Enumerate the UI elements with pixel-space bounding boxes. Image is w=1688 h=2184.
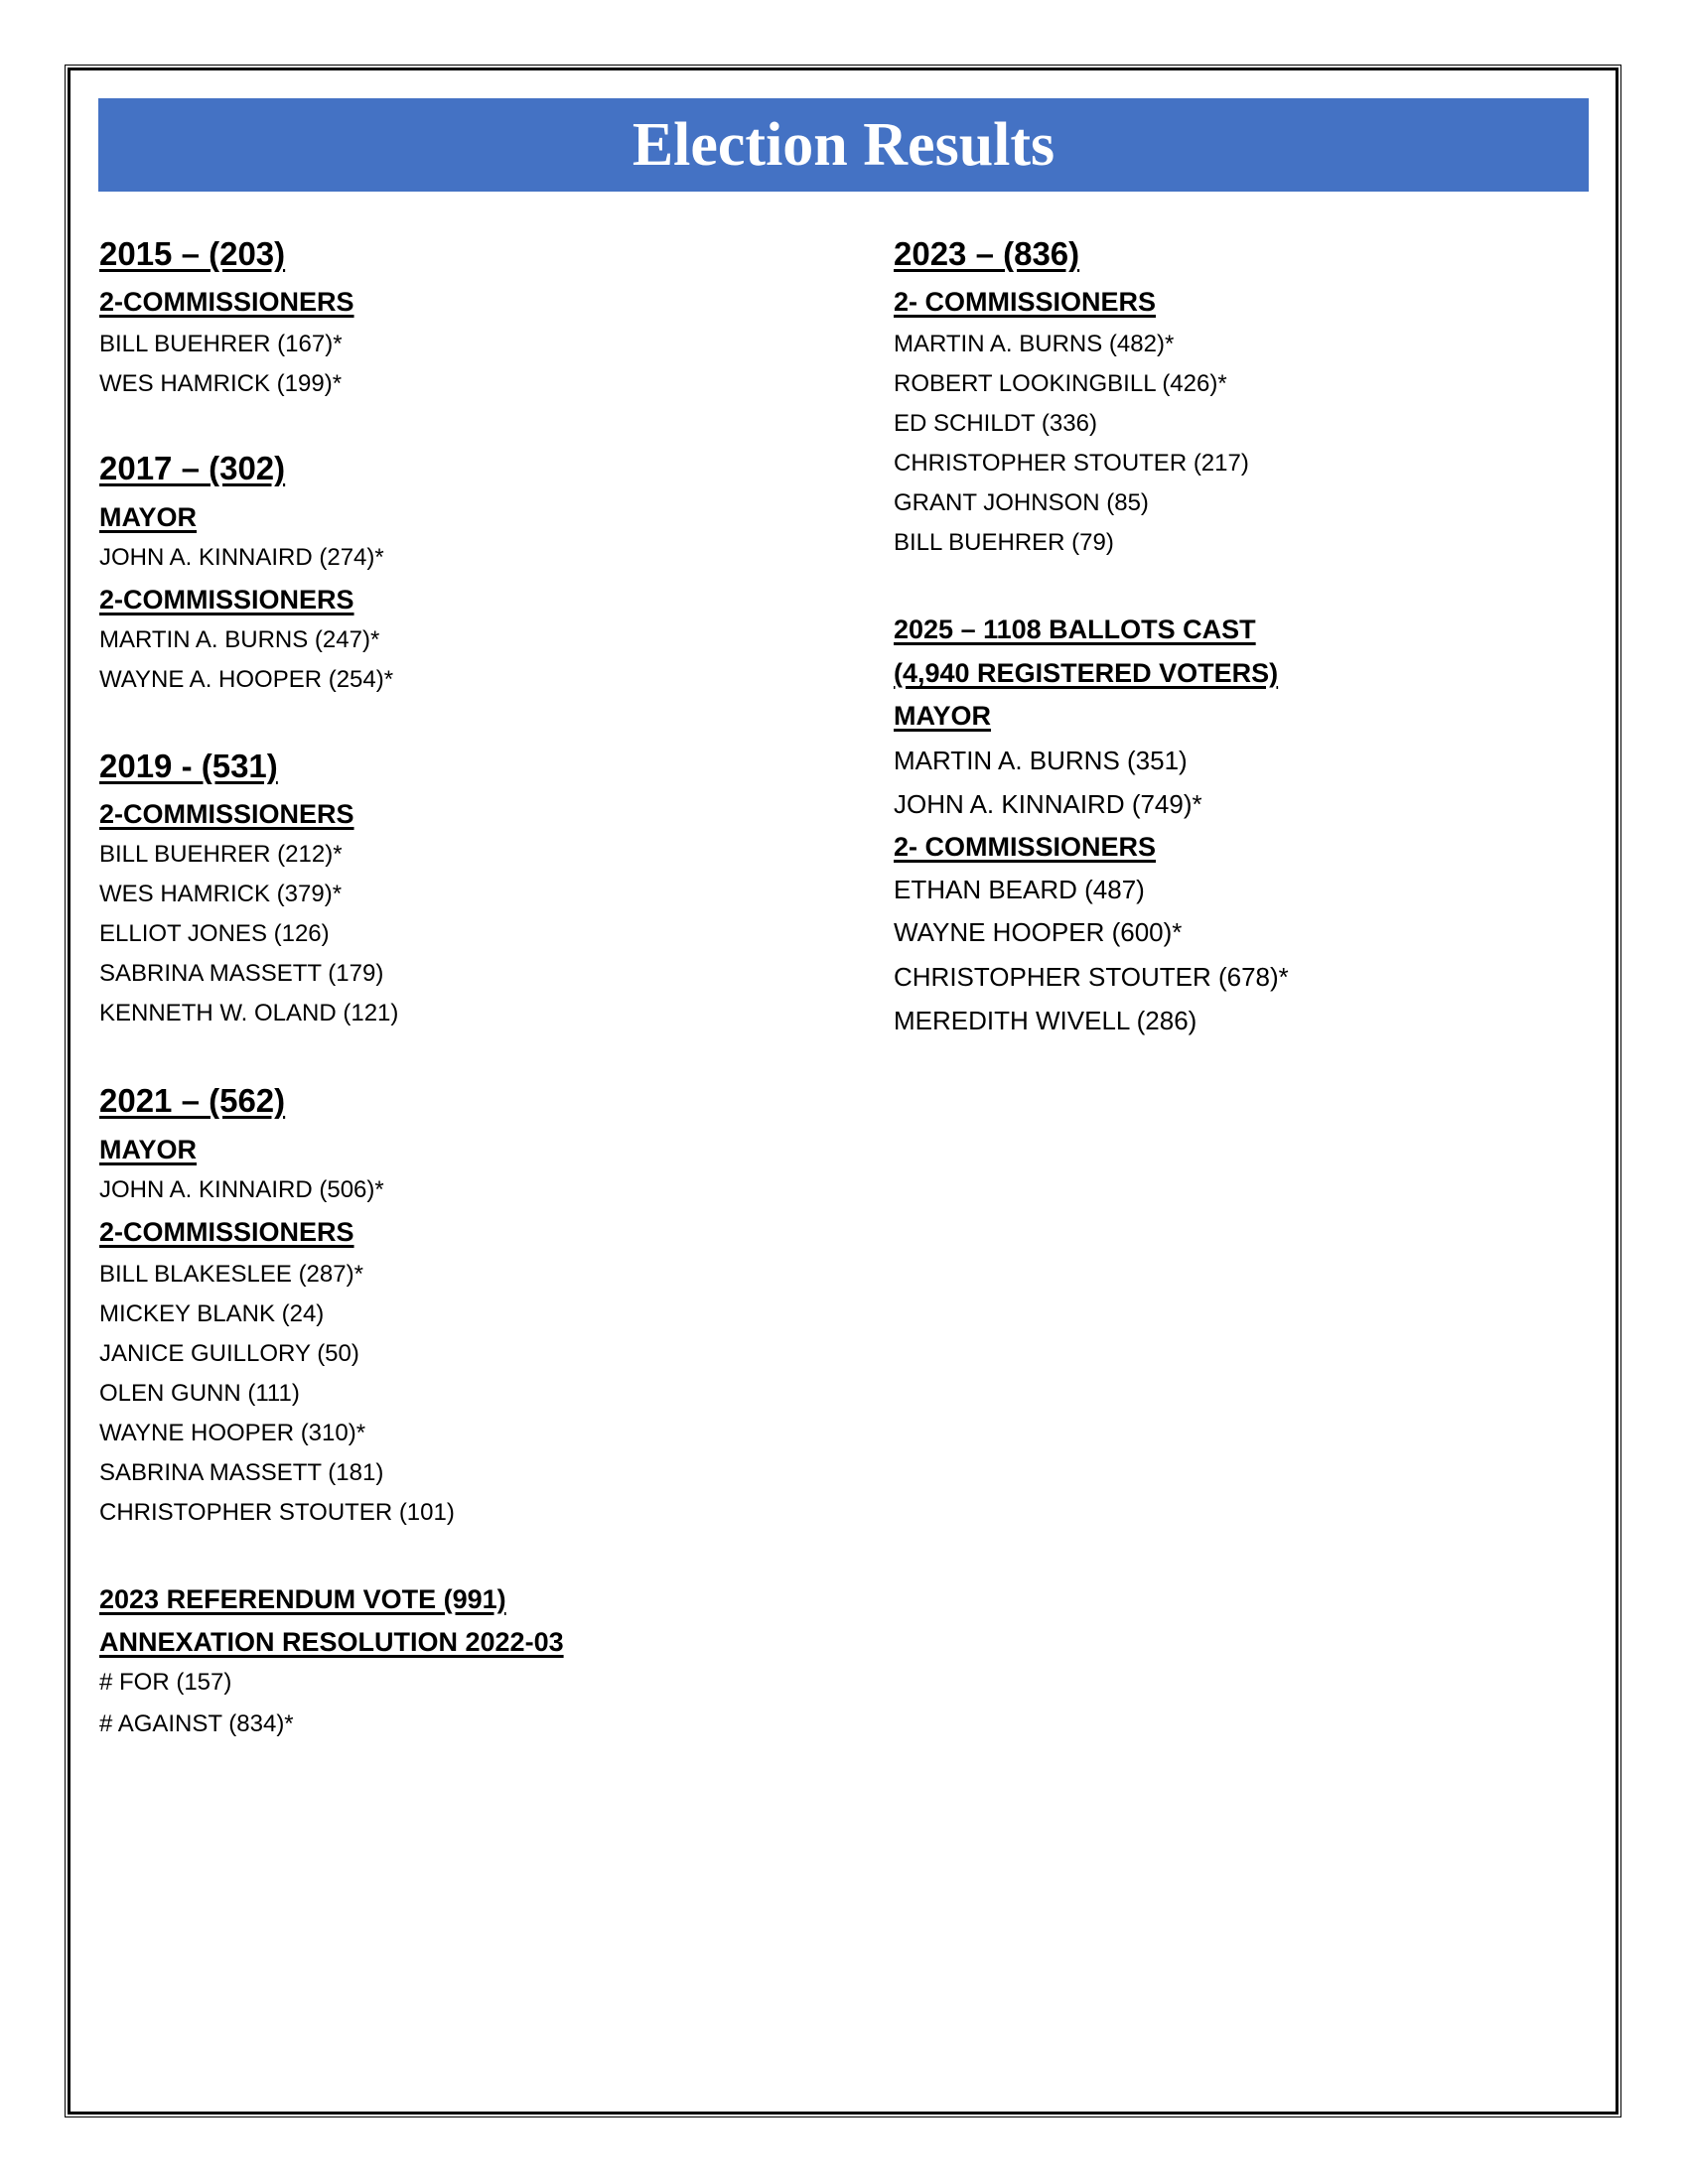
- vote-result: # FOR (157): [99, 1669, 232, 1696]
- office-heading: MAYOR: [894, 701, 992, 731]
- office-heading: MAYOR: [99, 1135, 198, 1164]
- candidate-result: ROBERT LOOKINGBILL (426)*: [894, 370, 1227, 397]
- candidate-result: WAYNE A. HOOPER (254)*: [99, 666, 394, 693]
- candidate-result: SABRINA MASSETT (181): [99, 1459, 384, 1486]
- election-heading: 2019 - (531): [99, 748, 278, 784]
- candidate-result: ETHAN BEARD (487): [894, 875, 1145, 904]
- vote-result: # AGAINST (834)*: [99, 1710, 294, 1737]
- candidate-result: ED SCHILDT (336): [894, 410, 1097, 437]
- candidate-result: CHRISTOPHER STOUTER (217): [894, 450, 1249, 477]
- candidate-result: MARTIN A. BURNS (482)*: [894, 331, 1175, 357]
- election-heading: 2021 – (562): [99, 1082, 286, 1119]
- title-banner: [98, 98, 1589, 192]
- candidate-result: WES HAMRICK (199)*: [99, 370, 343, 397]
- office-heading: 2- COMMISSIONERS: [894, 832, 1157, 862]
- candidate-result: GRANT JOHNSON (85): [894, 489, 1149, 516]
- candidate-result: WAYNE HOOPER (310)*: [99, 1420, 366, 1446]
- election-heading: 2015 – (203): [99, 235, 286, 272]
- candidate-result: MEREDITH WIVELL (286): [894, 1006, 1197, 1035]
- election-heading: 2017 – (302): [99, 450, 286, 486]
- office-heading: 2-COMMISSIONERS: [99, 1217, 354, 1247]
- election-heading: 2023 – (836): [894, 235, 1080, 272]
- page-title: Election Results: [632, 111, 1055, 179]
- election-heading: 2025 – 1108 BALLOTS CAST: [894, 614, 1256, 644]
- candidate-result: ELLIOT JONES (126): [99, 920, 330, 947]
- registered-voters-heading: (4,940 REGISTERED VOTERS): [894, 658, 1279, 688]
- candidate-result: WAYNE HOOPER (600)*: [894, 917, 1183, 947]
- candidate-result: JOHN A. KINNAIRD (274)*: [99, 544, 384, 571]
- candidate-result: JOHN A. KINNAIRD (506)*: [99, 1176, 384, 1203]
- candidate-result: BILL BUEHRER (212)*: [99, 841, 343, 868]
- candidate-result: KENNETH W. OLAND (121): [99, 1000, 399, 1026]
- candidate-result: SABRINA MASSETT (179): [99, 960, 384, 987]
- candidate-result: MICKEY BLANK (24): [99, 1300, 325, 1327]
- candidate-result: BILL BUEHRER (79): [894, 529, 1114, 556]
- candidate-result: CHRISTOPHER STOUTER (678)*: [894, 962, 1289, 992]
- candidate-result: BILL BLAKESLEE (287)*: [99, 1261, 363, 1288]
- candidate-result: MARTIN A. BURNS (247)*: [99, 626, 380, 653]
- candidate-result: CHRISTOPHER STOUTER (101): [99, 1499, 455, 1526]
- candidate-result: WES HAMRICK (379)*: [99, 881, 343, 907]
- candidate-result: JANICE GUILLORY (50): [99, 1340, 359, 1367]
- measure-heading: ANNEXATION RESOLUTION 2022-03: [99, 1627, 564, 1657]
- referendum-heading: 2023 REFERENDUM VOTE (991): [99, 1584, 506, 1614]
- office-heading: 2-COMMISSIONERS: [99, 287, 354, 317]
- office-heading: 2- COMMISSIONERS: [894, 287, 1157, 317]
- office-heading: 2-COMMISSIONERS: [99, 799, 354, 829]
- candidate-result: JOHN A. KINNAIRD (749)*: [894, 789, 1202, 819]
- candidate-result: BILL BUEHRER (167)*: [99, 331, 343, 357]
- office-heading: 2-COMMISSIONERS: [99, 585, 354, 614]
- candidate-result: MARTIN A. BURNS (351): [894, 746, 1188, 775]
- office-heading: MAYOR: [99, 502, 198, 532]
- candidate-result: OLEN GUNN (111): [99, 1380, 300, 1407]
